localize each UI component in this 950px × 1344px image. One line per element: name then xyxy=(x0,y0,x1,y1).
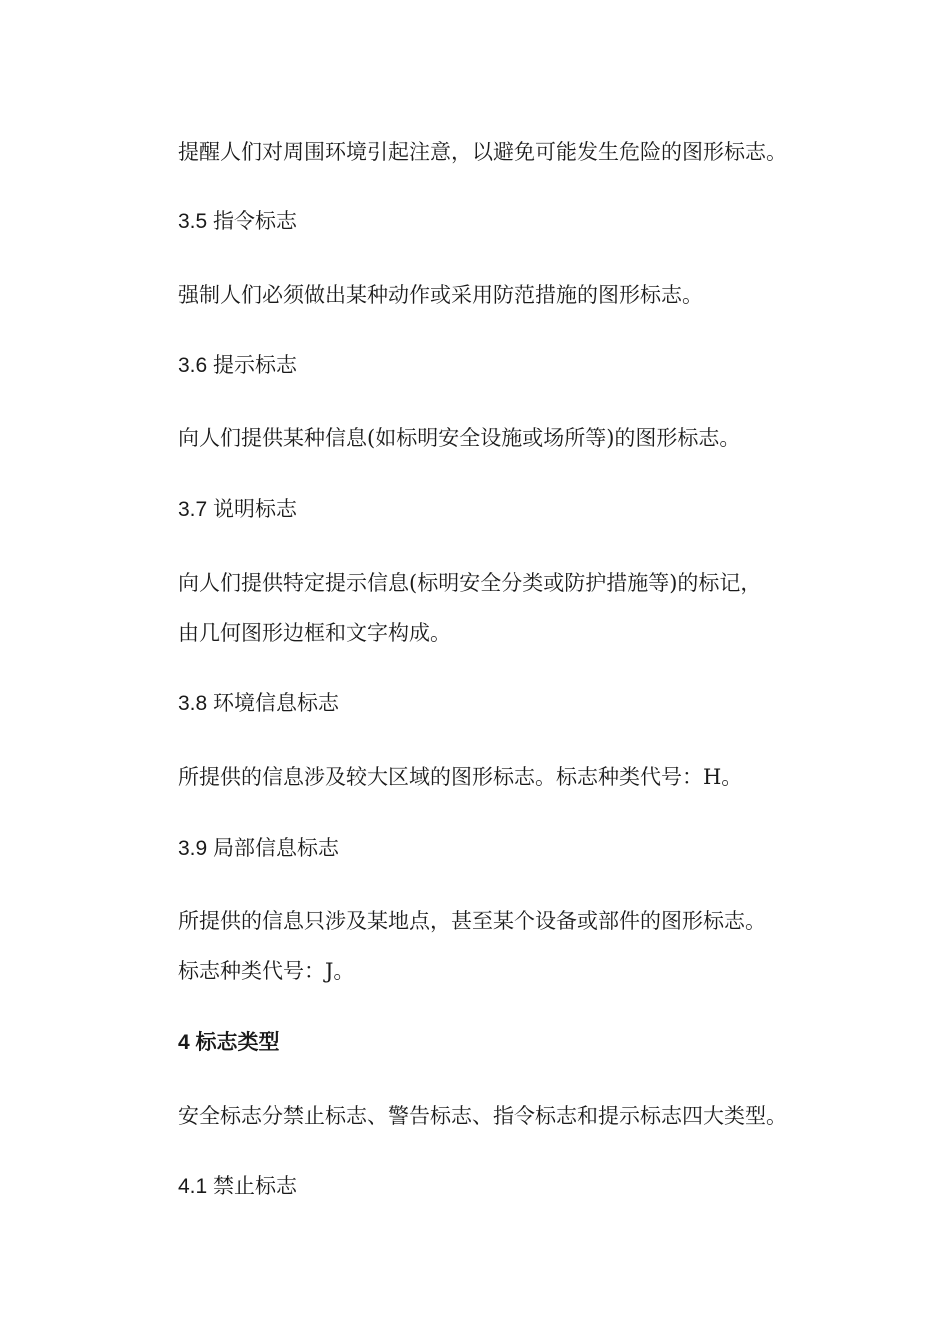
section-heading-3-6: 3.6 提示标志 xyxy=(178,354,298,377)
section-heading-3-7: 3.7 说明标志 xyxy=(178,498,298,521)
section-heading-3-5: 3.5 指令标志 xyxy=(178,210,298,233)
paragraph-information-sign-definition: 向人们提供某种信息(如标明安全设施或场所等)的图形标志。 xyxy=(178,426,741,450)
section-heading-4: 4 标志类型 xyxy=(178,1031,280,1054)
section-heading-4-1: 4.1 禁止标志 xyxy=(178,1175,298,1198)
section-heading-3-9: 3.9 局部信息标志 xyxy=(178,837,340,860)
paragraph-environment-info-sign-definition: 所提供的信息涉及较大区域的图形标志。标志种类代号：H。 xyxy=(178,765,743,789)
section-heading-3-8: 3.8 环境信息标志 xyxy=(178,692,340,715)
paragraph-local-info-sign-definition-line-2: 标志种类代号：J。 xyxy=(178,959,355,983)
paragraph-local-info-sign-definition-line-1: 所提供的信息只涉及某地点，甚至某个设备或部件的图形标志。 xyxy=(178,909,766,933)
paragraph-sign-types: 安全标志分禁止标志、警告标志、指令标志和提示标志四大类型。 xyxy=(178,1104,787,1128)
paragraph-explanatory-sign-definition-line-1: 向人们提供特定提示信息(标明安全分类或防护措施等)的标记， xyxy=(178,571,762,595)
paragraph-warning-sign-definition: 提醒人们对周围环境引起注意，以避免可能发生危险的图形标志。 xyxy=(178,140,787,164)
paragraph-mandatory-sign-definition: 强制人们必须做出某种动作或采用防范措施的图形标志。 xyxy=(178,283,703,307)
paragraph-explanatory-sign-definition-line-2: 由几何图形边框和文字构成。 xyxy=(178,621,451,645)
